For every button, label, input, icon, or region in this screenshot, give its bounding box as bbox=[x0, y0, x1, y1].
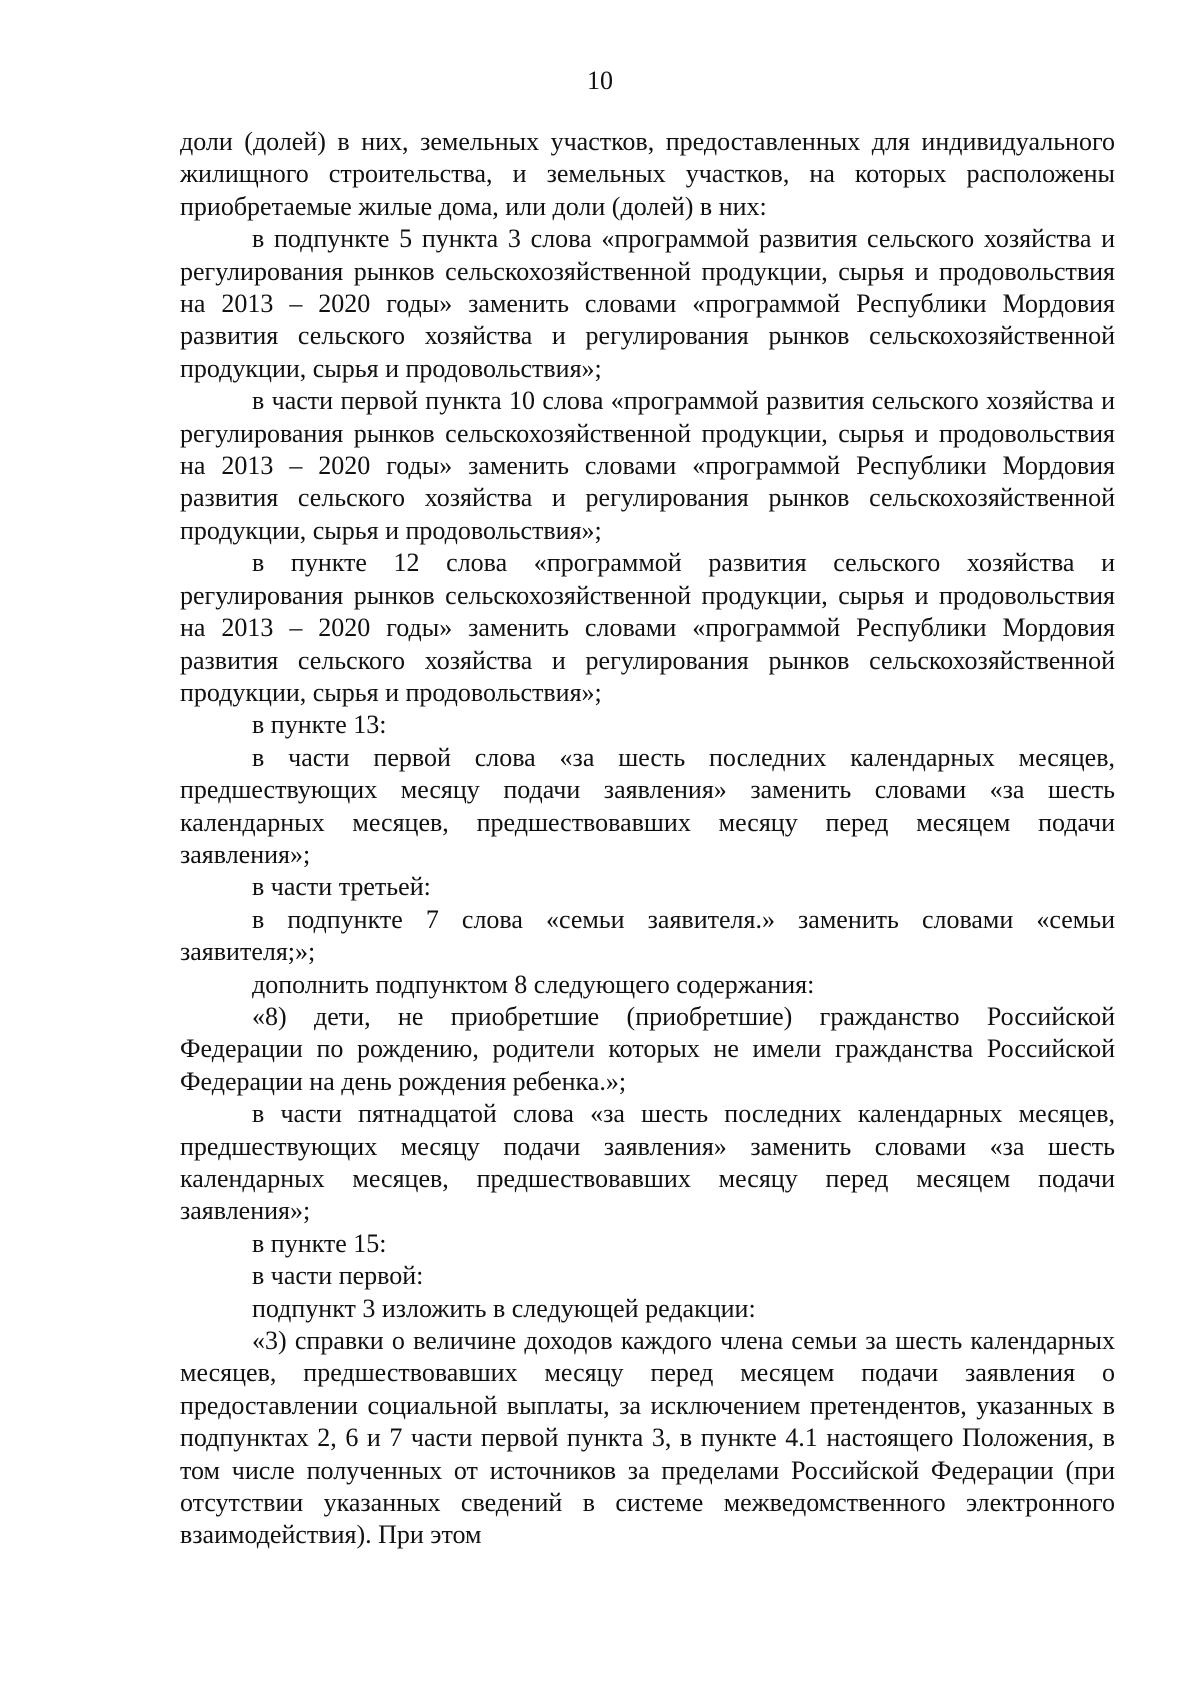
paragraph: доли (долей) в них, земельных участков, предоставленных для индивидуального жилищного строительства, и земельных участков, на которых расположены приобретаемые жилые дома, или доли (долей) в них: bbox=[180, 127, 1115, 221]
page-number: 10 bbox=[587, 66, 613, 95]
paragraph: в части пятнадцатой слова «за шесть последних календарных месяцев, предшествующих месяцу подачи заявления» заменить словами «за шесть календарных месяцев, предшествовавших месяцу перед месяцем подачи заявления»; bbox=[180, 1099, 1115, 1226]
paragraph: в части первой пункта 10 слова «программой развития сельского хозяйства и регулирования рынков сельскохозяйственной продукции, сырья и продовольствия на 2013 – 2020 годы» заменить словами «программой Республики Мордовия развития сельского хозяйства и регулирования рынков сельскохозяйственной продукции, сырья и продовольствия»; bbox=[180, 386, 1115, 545]
document-body bbox=[180, 126, 1115, 1552]
paragraph: в пункте 12 слова «программой развития сельского хозяйства и регулирования рынков сельскохозяйственной продукции, сырья и продовольствия на 2013 – 2020 годы» заменить словами «программой Республики Мордовия развития сельского хозяйства и регулирования рынков сельскохозяйственной продукции, сырья и продовольствия»; bbox=[180, 548, 1115, 707]
paragraph: в части первой: bbox=[252, 1261, 424, 1291]
paragraph: «3) справки о величине доходов каждого члена семьи за шесть календарных месяцев, предшествовавших месяцу перед месяцем подачи заявления о предоставлении социальной выплаты, за исключением претендентов, указанных в подпунктах 2, 6 и 7 части первой пункта 3, в пункте 4.1 настоящего Положения, в том числе полученных от источников за пределами Российской Федерации (при отсутствии указанных сведений в системе межведомственного электронного взаимодействия). При этом bbox=[180, 1326, 1115, 1550]
paragraph: в подпункте 7 слова «семьи заявителя.» заменить словами «семьи заявителя;»; bbox=[180, 904, 1115, 967]
paragraph: в пункте 13: bbox=[252, 710, 387, 740]
paragraph: в части третьей: bbox=[252, 872, 431, 902]
paragraph: «8) дети, не приобретшие (приобретшие) гражданство Российской Федерации по рождению, родители которых не имели гражданства Российской Федерации на день рождения ребенка.»; bbox=[180, 1001, 1115, 1096]
paragraph: дополнить подпунктом 8 следующего содержания: bbox=[252, 969, 815, 999]
paragraph: в части первой слова «за шесть последних календарных месяцев, предшествующих месяцу подачи заявления» заменить словами «за шесть календарных месяцев, предшествовавших месяцу перед месяцем подачи заявления»; bbox=[180, 742, 1115, 869]
paragraph: в пункте 15: bbox=[252, 1228, 387, 1258]
paragraph: подпункт 3 изложить в следующей редакции: bbox=[252, 1293, 756, 1323]
paragraph: в подпункте 5 пункта 3 слова «программой развития сельского хозяйства и регулирования рынков сельскохозяйственной продукции, сырья и продовольствия на 2013 – 2020 годы» заменить словами «программой Республики Мордовия развития сельского хозяйства и регулирования рынков сельскохозяйственной продукции, сырья и продовольствия»; bbox=[180, 224, 1115, 383]
